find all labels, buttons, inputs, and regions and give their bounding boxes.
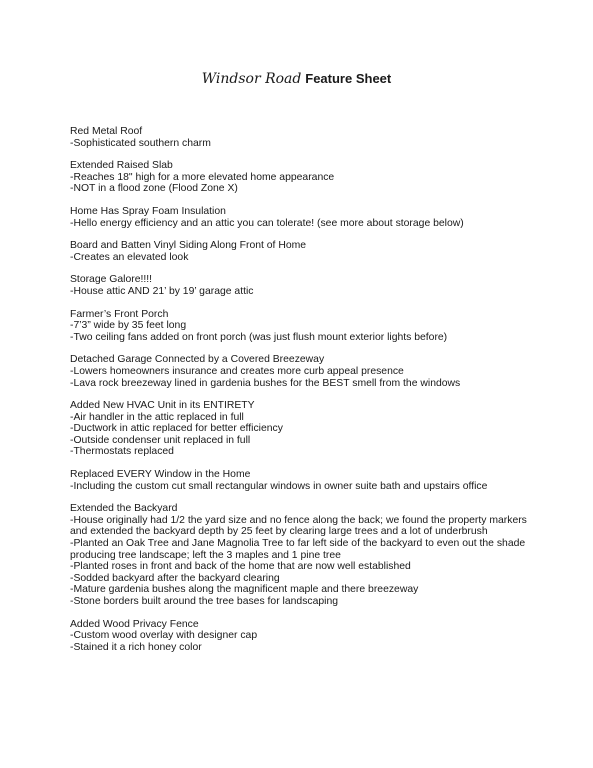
title-bold-part: Feature Sheet <box>305 71 392 86</box>
feature-heading: Added New HVAC Unit in its ENTIRETY <box>70 400 255 412</box>
feature-section <box>70 309 540 344</box>
feature-section <box>70 619 540 654</box>
feature-detail: -House attic AND 21’ by 19’ garage attic <box>70 285 254 297</box>
feature-detail: -Two ceiling fans added on front porch (was just flush mount exterior lights before) <box>70 331 448 343</box>
feature-detail: -Mature gardenia bushes along the magnificent maple and there breezeway <box>70 584 419 596</box>
feature-heading: Replaced EVERY Window in the Home <box>70 469 251 481</box>
feature-section <box>70 160 540 195</box>
title-script-part: Windsor Road <box>201 71 302 87</box>
feature-section <box>70 354 540 389</box>
feature-heading: Added Wood Privacy Fence <box>70 618 199 630</box>
feature-section <box>70 240 540 263</box>
feature-detail: -Air handler in the attic replaced in full <box>70 411 244 423</box>
feature-detail: -7’3” wide by 35 feet long <box>70 320 187 332</box>
feature-heading: Farmer’s Front Porch <box>70 308 169 320</box>
feature-detail: -Reaches 18" high for a more elevated home appearance <box>70 171 335 183</box>
page-title <box>0 70 593 87</box>
feature-detail: -Stained it a rich honey color <box>70 641 202 653</box>
feature-detail: -Outside condenser unit replaced in full <box>70 434 251 446</box>
feature-detail: -Including the custom cut small rectangular windows in owner suite bath and upstairs office <box>70 480 488 492</box>
feature-section <box>70 503 540 607</box>
feature-detail: -Ductwork in attic replaced for better efficiency <box>70 423 283 435</box>
feature-detail: -Planted an Oak Tree and Jane Magnolia Tree to far left side of the backyard to even out the shade producing tree landscape; left the 3 maples and 1 pine tree <box>70 538 529 561</box>
feature-detail: -Stone borders built around the tree bases for landscaping <box>70 596 339 607</box>
feature-heading: Board and Batten Vinyl Siding Along Front of Home <box>70 240 307 252</box>
feature-heading: Detached Garage Connected by a Covered Breezeway <box>70 354 325 366</box>
feature-list <box>70 126 540 664</box>
feature-detail: -Custom wood overlay with designer cap <box>70 630 258 642</box>
feature-section <box>70 274 540 297</box>
feature-heading: Extended the Backyard <box>70 503 178 515</box>
feature-detail: -Lava rock breezeway lined in gardenia bushes for the BEST smell from the windows <box>70 377 461 389</box>
feature-heading: Home Has Spray Foam Insulation <box>70 205 226 217</box>
feature-detail: -Thermostats replaced <box>70 446 174 458</box>
feature-detail: -Planted roses in front and back of the home that are now well established <box>70 561 411 573</box>
feature-detail: -Sophisticated southern charm <box>70 137 211 149</box>
feature-section <box>70 400 540 458</box>
feature-detail: -Sodded backyard after the backyard clearing <box>70 572 280 584</box>
feature-heading: Extended Raised Slab <box>70 160 173 172</box>
feature-detail: -House originally had 1/2 the yard size and no fence along the back; we found the property markers and extended the backyard depth by 25 feet by clearing large trees and a lot of underbrush <box>70 514 530 538</box>
feature-section <box>70 469 540 492</box>
feature-heading: Red Metal Roof <box>70 126 143 137</box>
feature-section <box>70 126 540 149</box>
feature-detail: -Creates an elevated look <box>70 251 189 263</box>
feature-heading: Storage Galore!!!! <box>70 274 153 286</box>
feature-detail: -Hello energy efficiency and an attic you can tolerate! (see more about storage below) <box>70 217 464 229</box>
feature-detail: -Lowers homeowners insurance and creates more curb appeal presence <box>70 365 404 377</box>
feature-section <box>70 206 540 229</box>
feature-detail: -NOT in a flood zone (Flood Zone X) <box>70 183 238 195</box>
